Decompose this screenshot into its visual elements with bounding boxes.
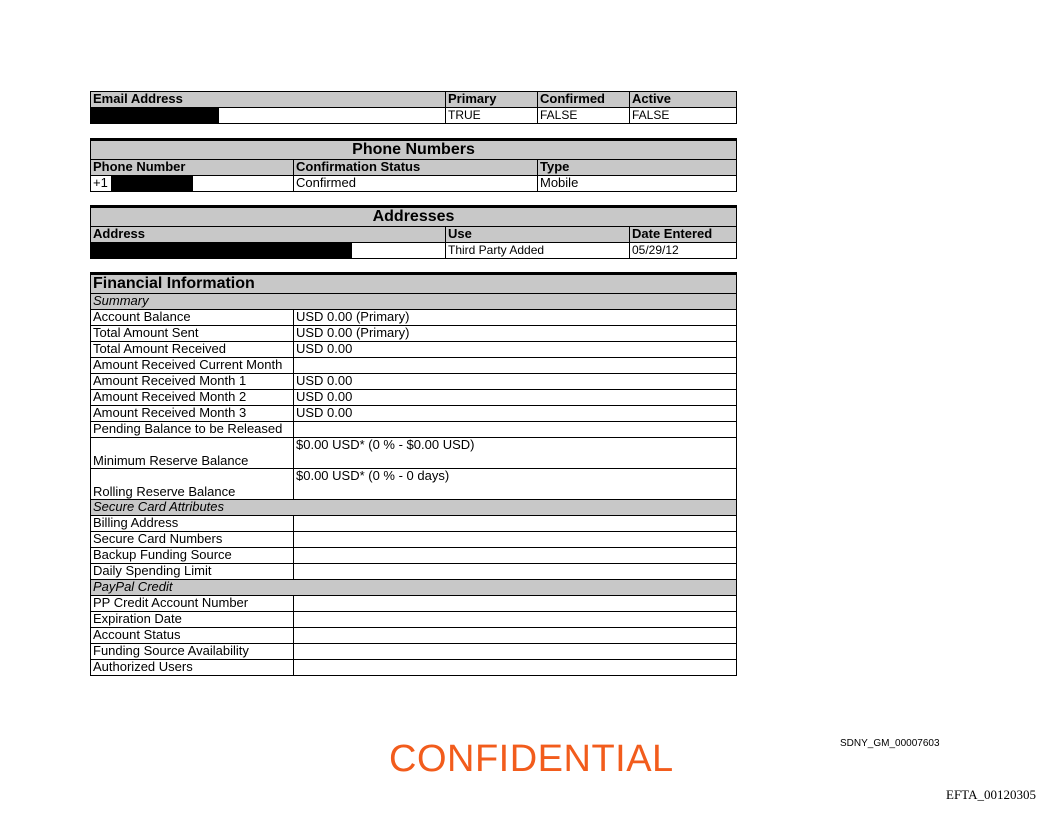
summary-row (91, 406, 737, 422)
email-table (90, 91, 737, 124)
addresses-header-use: Use (446, 227, 630, 243)
credit-value (294, 612, 737, 628)
secure-value (294, 548, 737, 564)
email-header-active: Active (630, 92, 737, 108)
summary-row (91, 358, 737, 374)
addresses-header-date: Date Entered (630, 227, 737, 243)
confidential-stamp: CONFIDENTIAL (389, 738, 674, 780)
secure-row (91, 564, 737, 580)
secure-subheader: Secure Card Attributes (91, 500, 737, 516)
credit-label: Authorized Users (91, 660, 294, 676)
email-header-primary: Primary (446, 92, 538, 108)
secure-value (294, 564, 737, 580)
phone-row (91, 176, 737, 192)
credit-value (294, 596, 737, 612)
summary-row (91, 469, 737, 500)
email-address-cell (91, 108, 446, 124)
summary-row (91, 422, 737, 438)
secure-row (91, 548, 737, 564)
summary-label: Pending Balance to be Released (91, 422, 294, 438)
summary-value: USD 0.00 (294, 374, 737, 390)
credit-row (91, 660, 737, 676)
address-use-cell: Third Party Added (446, 243, 630, 259)
phone-title: Phone Numbers (91, 140, 737, 160)
summary-label: Account Balance (91, 310, 294, 326)
address-date-cell: 05/29/12 (630, 243, 737, 259)
redaction-block (91, 108, 219, 123)
credit-row (91, 644, 737, 660)
phone-status-cell: Confirmed (294, 176, 538, 192)
phone-table (90, 138, 737, 192)
secure-label: Billing Address (91, 516, 294, 532)
summary-value: $0.00 USD* (0 % - $0.00 USD) (294, 438, 737, 469)
addresses-title: Addresses (91, 207, 737, 227)
summary-value: USD 0.00 (Primary) (294, 310, 737, 326)
addresses-header-address: Address (91, 227, 446, 243)
addresses-table (90, 205, 737, 259)
summary-label: Minimum Reserve Balance (91, 438, 294, 469)
addresses-section (90, 205, 736, 259)
summary-value: USD 0.00 (294, 390, 737, 406)
email-confirmed-cell: FALSE (538, 108, 630, 124)
secure-row (91, 516, 737, 532)
secure-value (294, 532, 737, 548)
credit-label: Account Status (91, 628, 294, 644)
summary-label: Total Amount Sent (91, 326, 294, 342)
summary-label: Rolling Reserve Balance (91, 469, 294, 500)
summary-label: Amount Received Current Month (91, 358, 294, 374)
summary-subheader: Summary (91, 294, 737, 310)
email-row (91, 108, 737, 124)
summary-row (91, 310, 737, 326)
credit-label: Expiration Date (91, 612, 294, 628)
secure-subheader-row (91, 500, 737, 516)
financial-section (90, 272, 736, 676)
phone-number-cell (91, 176, 294, 192)
addresses-row (91, 243, 737, 259)
secure-row (91, 532, 737, 548)
credit-row (91, 612, 737, 628)
bates-number-sdny: SDNY_GM_00007603 (840, 738, 940, 749)
redaction-block (91, 243, 352, 258)
summary-value (294, 358, 737, 374)
summary-label: Amount Received Month 2 (91, 390, 294, 406)
phone-header-status: Confirmation Status (294, 160, 538, 176)
credit-label: Funding Source Availability (91, 644, 294, 660)
email-header-address: Email Address (91, 92, 446, 108)
secure-label: Daily Spending Limit (91, 564, 294, 580)
credit-value (294, 628, 737, 644)
phone-title-row (91, 140, 737, 160)
summary-subheader-row (91, 294, 737, 310)
summary-label: Amount Received Month 3 (91, 406, 294, 422)
phone-type-cell: Mobile (538, 176, 737, 192)
summary-value: USD 0.00 (Primary) (294, 326, 737, 342)
email-section (90, 91, 736, 124)
phone-header-row (91, 160, 737, 176)
summary-label: Total Amount Received (91, 342, 294, 358)
credit-row (91, 628, 737, 644)
credit-value (294, 660, 737, 676)
phone-country-code: +1 (93, 175, 108, 190)
summary-value: USD 0.00 (294, 342, 737, 358)
phone-header-type: Type (538, 160, 737, 176)
phone-header-number: Phone Number (91, 160, 294, 176)
summary-row (91, 342, 737, 358)
redaction-block (111, 176, 193, 191)
secure-label: Backup Funding Source (91, 548, 294, 564)
bates-number-efta: EFTA_00120305 (946, 787, 1036, 802)
email-header-row (91, 92, 737, 108)
summary-row (91, 390, 737, 406)
addresses-title-row (91, 207, 737, 227)
financial-title: Financial Information (91, 274, 737, 294)
email-active-cell: FALSE (630, 108, 737, 124)
addresses-header-row (91, 227, 737, 243)
summary-label: Amount Received Month 1 (91, 374, 294, 390)
credit-value (294, 644, 737, 660)
credit-subheader-row (91, 580, 737, 596)
summary-value (294, 422, 737, 438)
credit-subheader: PayPal Credit (91, 580, 737, 596)
summary-row (91, 438, 737, 469)
summary-value: USD 0.00 (294, 406, 737, 422)
secure-value (294, 516, 737, 532)
summary-row (91, 374, 737, 390)
summary-value: $0.00 USD* (0 % - 0 days) (294, 469, 737, 500)
address-cell (91, 243, 446, 259)
credit-row (91, 596, 737, 612)
summary-row (91, 326, 737, 342)
phone-section (90, 138, 736, 192)
secure-label: Secure Card Numbers (91, 532, 294, 548)
financial-title-row (91, 274, 737, 294)
credit-label: PP Credit Account Number (91, 596, 294, 612)
email-header-confirmed: Confirmed (538, 92, 630, 108)
financial-table (90, 272, 737, 676)
email-primary-cell: TRUE (446, 108, 538, 124)
